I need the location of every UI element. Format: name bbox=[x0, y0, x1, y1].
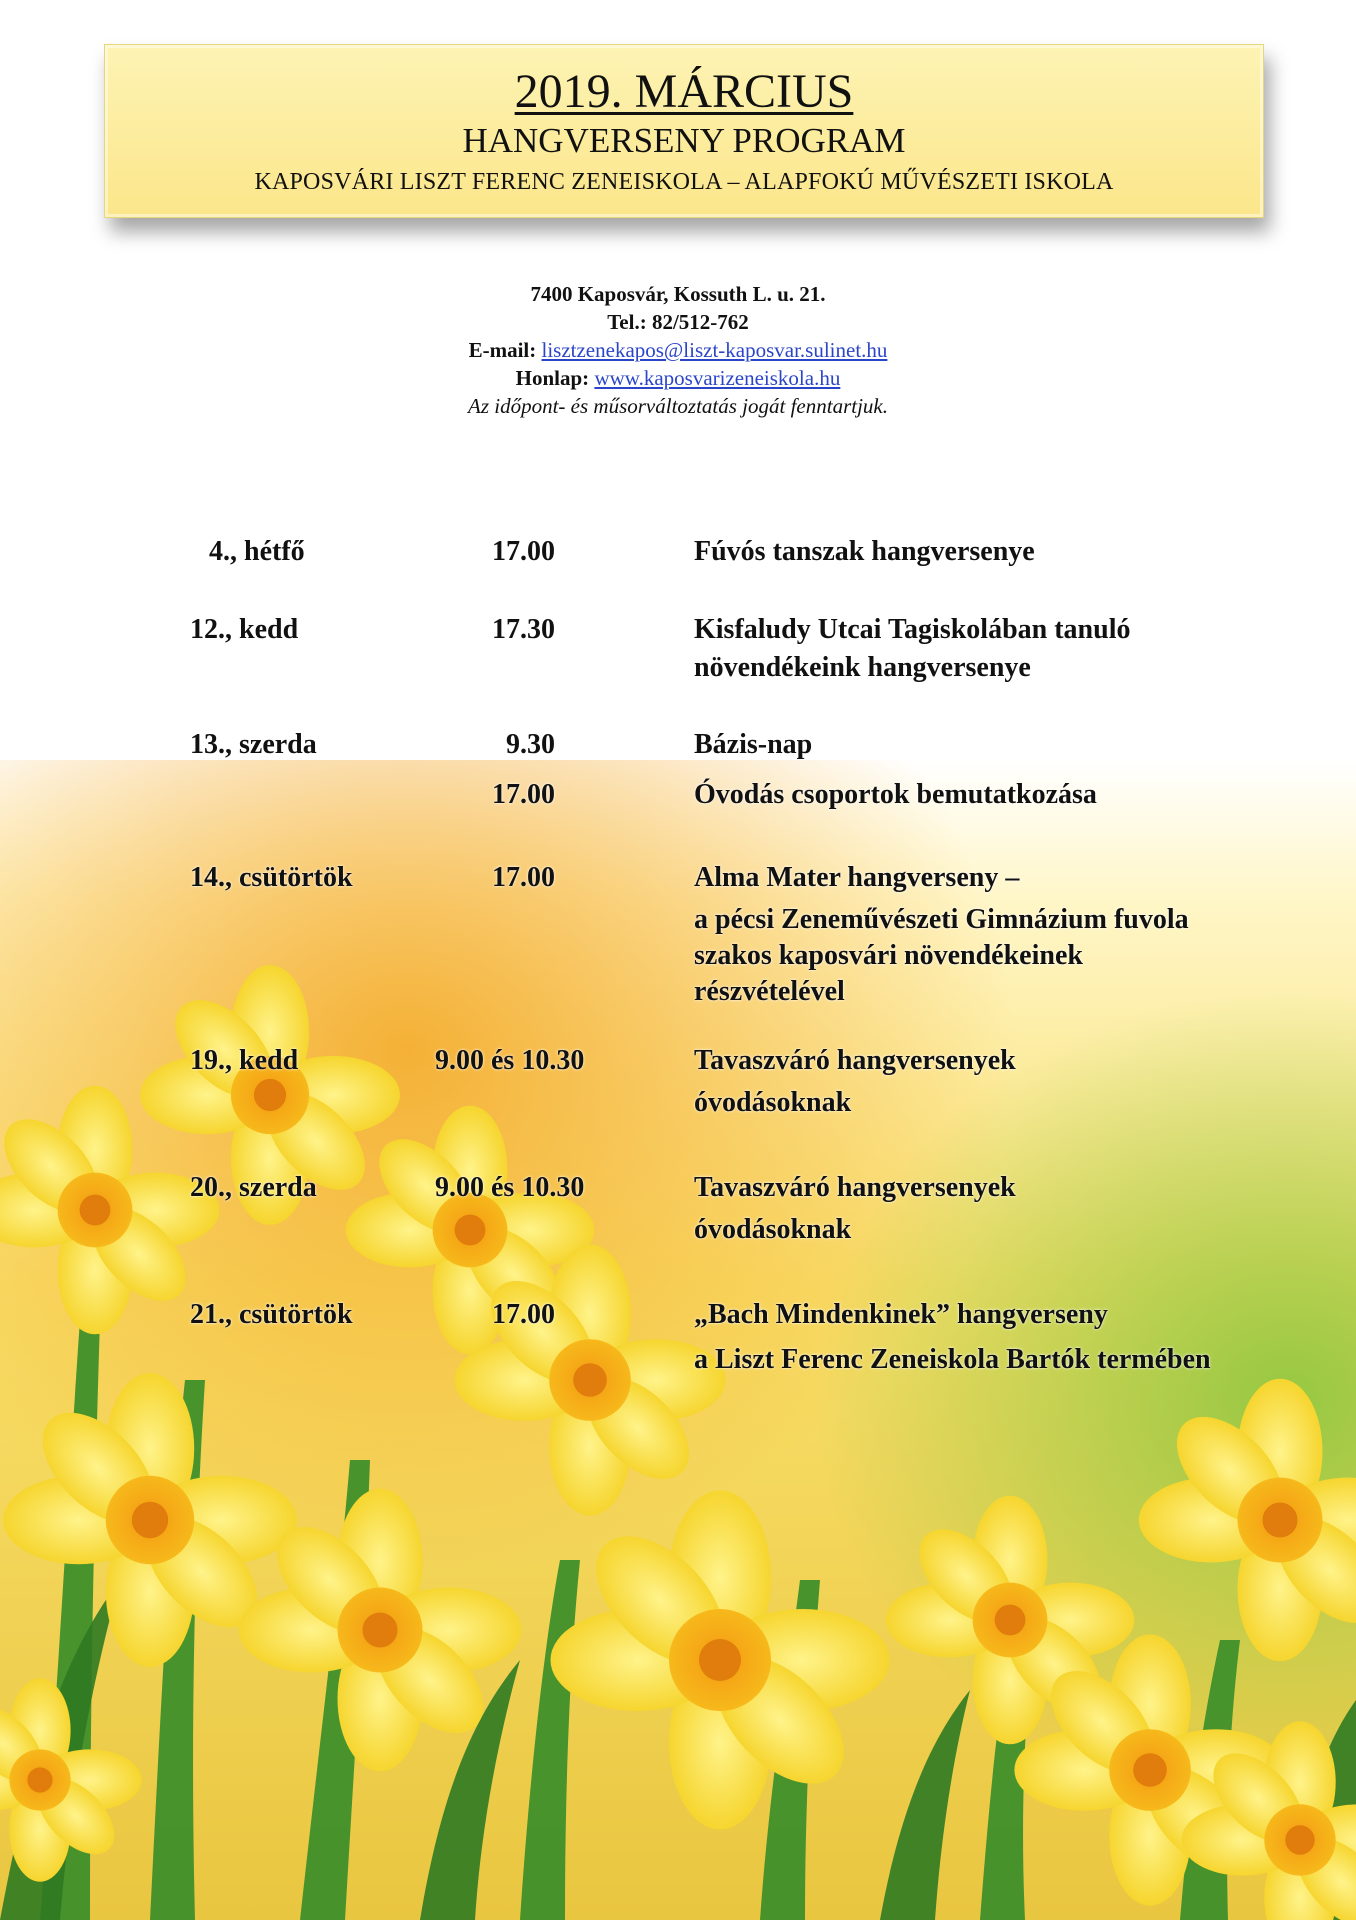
email-label: E-mail: bbox=[468, 338, 542, 362]
schedule-day: 21., csütörtök bbox=[190, 1299, 353, 1330]
schedule-event: „Bach Mindenkinek” hangverseny bbox=[694, 1299, 1108, 1330]
schedule-event: Kisfaludy Utcai Tagiskolában tanuló bbox=[694, 614, 1131, 645]
schedule-event: Tavaszváró hangversenyek bbox=[694, 1172, 1016, 1203]
schedule-day: 13., szerda bbox=[190, 729, 317, 760]
schedule-event: Óvodás csoportok bemutatkozása bbox=[694, 779, 1097, 810]
schedule-event-cont: növendékeink hangversenye bbox=[694, 652, 1031, 683]
schedule-time: 9.00 és 10.30 bbox=[435, 1172, 585, 1203]
schedule-event-cont: a pécsi Zeneművészeti Gimnázium fuvola bbox=[694, 904, 1189, 935]
address: 7400 Kaposvár, Kossuth L. u. 21. bbox=[530, 282, 826, 306]
schedule-time: 9.00 és 10.30 bbox=[435, 1045, 585, 1076]
schedule-time: 17.00 bbox=[492, 536, 555, 567]
schedule-event: Bázis-nap bbox=[694, 729, 813, 760]
schedule-time: 17.00 bbox=[492, 862, 555, 893]
schedule-event: Fúvós tanszak hangversenye bbox=[694, 536, 1035, 567]
schedule-day: 19., kedd bbox=[190, 1045, 299, 1076]
disclaimer: Az időpont- és műsorváltoztatás jogát fenntartjuk. bbox=[468, 394, 888, 418]
school-name: KAPOSVÁRI LISZT FERENC ZENEISKOLA – ALAPFOKÚ MŰVÉSZETI ISKOLA bbox=[254, 169, 1114, 195]
schedule-day: 4., hétfő bbox=[209, 536, 305, 567]
schedule-event-cont: óvodásoknak bbox=[694, 1214, 852, 1245]
schedule-time: 17.00 bbox=[492, 1299, 555, 1330]
page-subtitle: HANGVERSENY PROGRAM bbox=[462, 121, 906, 160]
schedule-time: 9.30 bbox=[506, 729, 555, 760]
schedule-event: Tavaszváró hangversenyek bbox=[694, 1045, 1016, 1076]
schedule-event-cont: részvételével bbox=[694, 976, 845, 1007]
website-link[interactable]: www.kaposvarizeneiskola.hu bbox=[594, 366, 841, 390]
phone: Tel.: 82/512-762 bbox=[607, 310, 749, 334]
schedule-day: 12., kedd bbox=[190, 614, 299, 645]
schedule-event: Alma Mater hangverseny – bbox=[694, 862, 1020, 893]
schedule-time: 17.30 bbox=[492, 614, 555, 645]
schedule-time: 17.00 bbox=[492, 779, 555, 810]
schedule-event-cont: szakos kaposvári növendékeinek bbox=[694, 940, 1083, 971]
page-title: 2019. MÁRCIUS bbox=[514, 65, 854, 118]
website-label: Honlap: bbox=[515, 366, 595, 390]
schedule-event-cont: a Liszt Ferenc Zeneiskola Bartók termében bbox=[694, 1344, 1211, 1375]
schedule-day: 20., szerda bbox=[190, 1172, 317, 1203]
email-link[interactable]: lisztzenekapos@liszt-kaposvar.sulinet.hu bbox=[541, 338, 888, 362]
schedule-event-cont: óvodásoknak bbox=[694, 1087, 852, 1118]
schedule-day: 14., csütörtök bbox=[190, 862, 353, 893]
